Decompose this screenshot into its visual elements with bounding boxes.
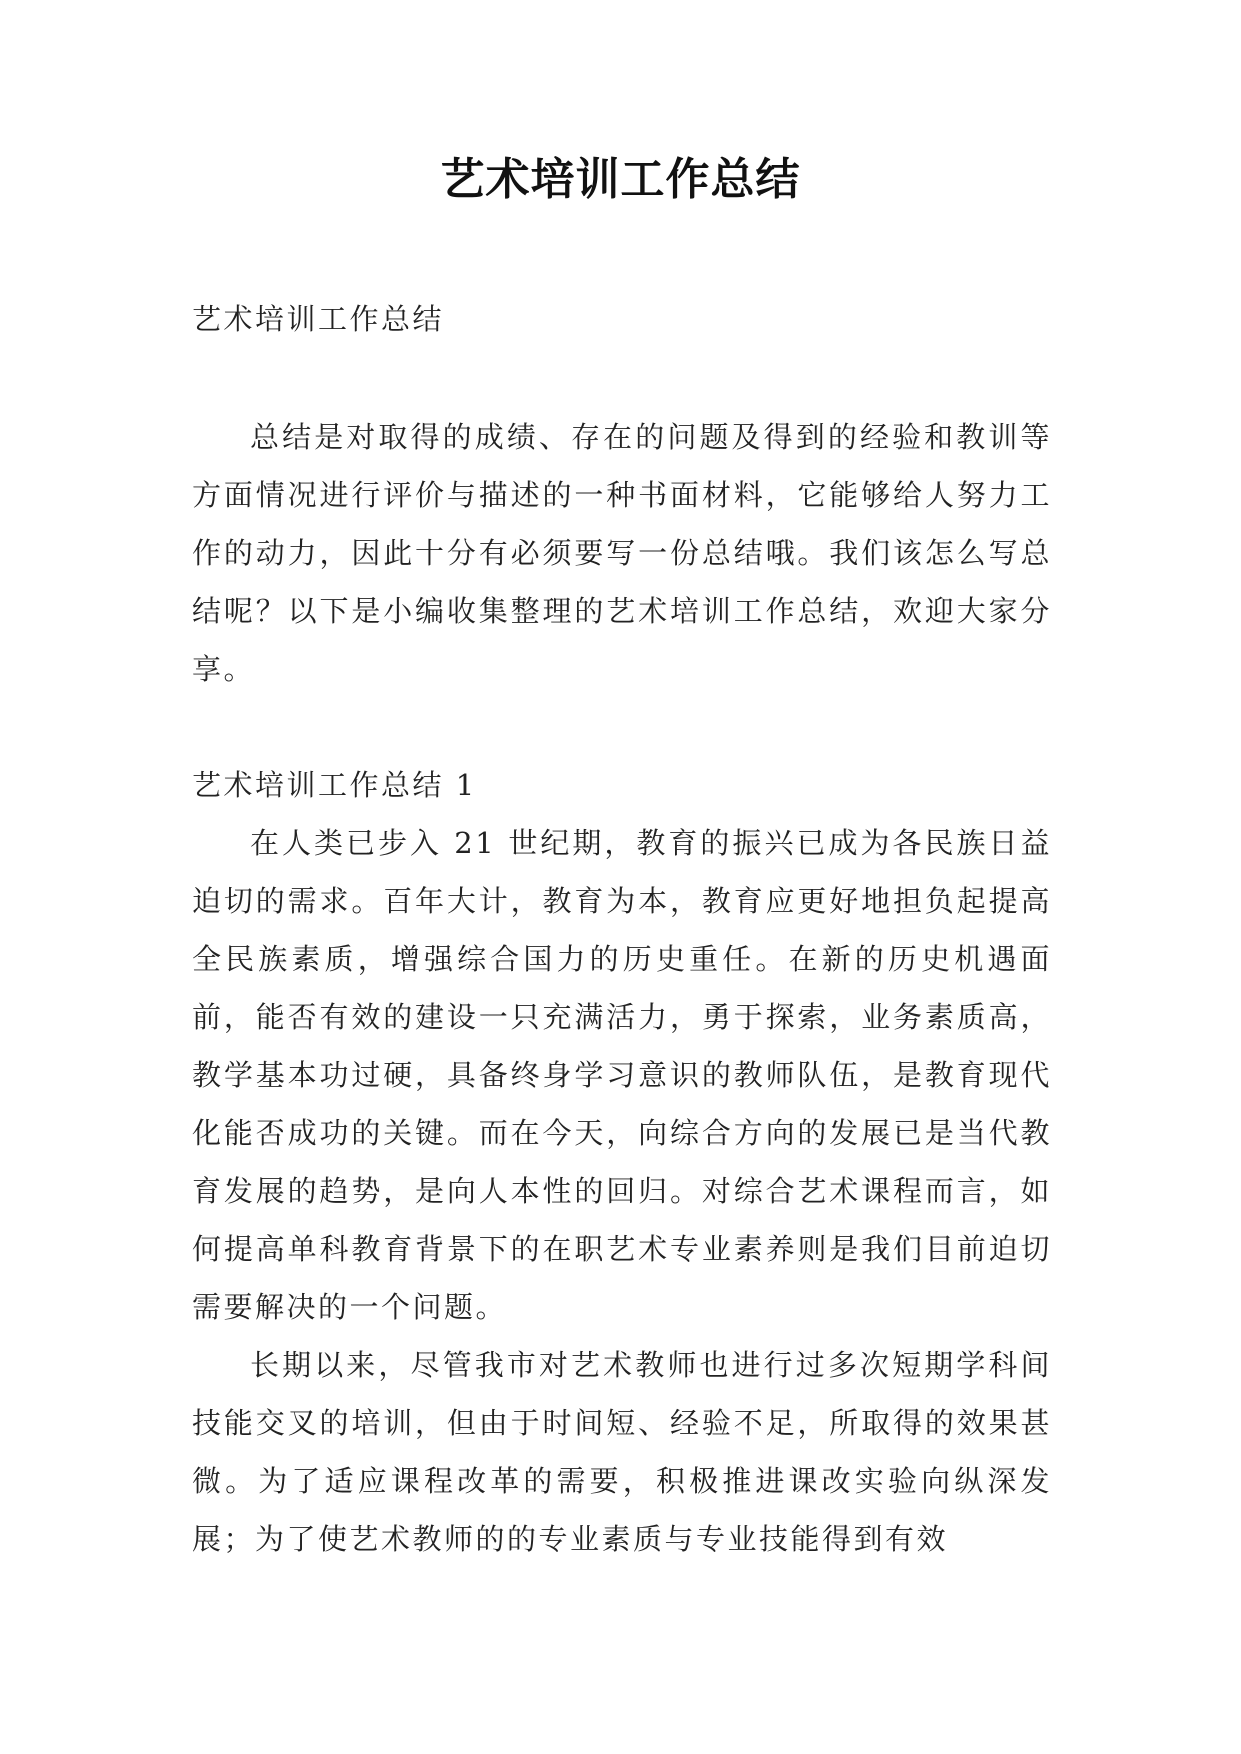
spacer: [192, 348, 1052, 408]
intro-paragraph: 总结是对取得的成绩、存在的问题及得到的经验和教训等方面情况进行评价与描述的一种书面材料，它能够给人努力工作的动力，因此十分有必须要写一份总结哦。我们该怎么写总结呢？以下是小编收集整理的艺术培训工作总结，欢迎大家分享。: [192, 420, 1052, 686]
document-title: 艺术培训工作总结: [440, 154, 801, 205]
spacer: [192, 698, 1052, 756]
section-heading: 艺术培训工作总结 1: [192, 768, 477, 802]
document-body: [192, 290, 1052, 1568]
body-paragraph: 在人类已步入 21 世纪期，教育的振兴已成为各民族日益迫切的需求。百年大计，教育为本，教育应更好地担负起提高全民族素质，增强综合国力的历史重任。在新的历史机遇面前，能否有效的建设一只充满活力，勇于探索，业务素质高，教学基本功过硬，具备终身学习意识的教师队伍，是教育现代化能否成功的关键。而在今天，向综合方向的发展已是当代教育发展的趋势，是向人本性的回归。对综合艺术课程而言，如何提高单科教育背景下的在职艺术专业素养则是我们目前迫切需要解决的一个问题。: [192, 826, 1052, 1324]
document-subtitle: 艺术培训工作总结: [192, 302, 445, 336]
body-paragraph: 长期以来，尽管我市对艺术教师也进行过多次短期学科间技能交叉的培训，但由于时间短、经验不足，所取得的效果甚微。为了适应课程改革的需要，积极推进课改实验向纵深发展；为了使艺术教师的的专业素质与专业技能得到有效: [192, 1348, 1052, 1556]
